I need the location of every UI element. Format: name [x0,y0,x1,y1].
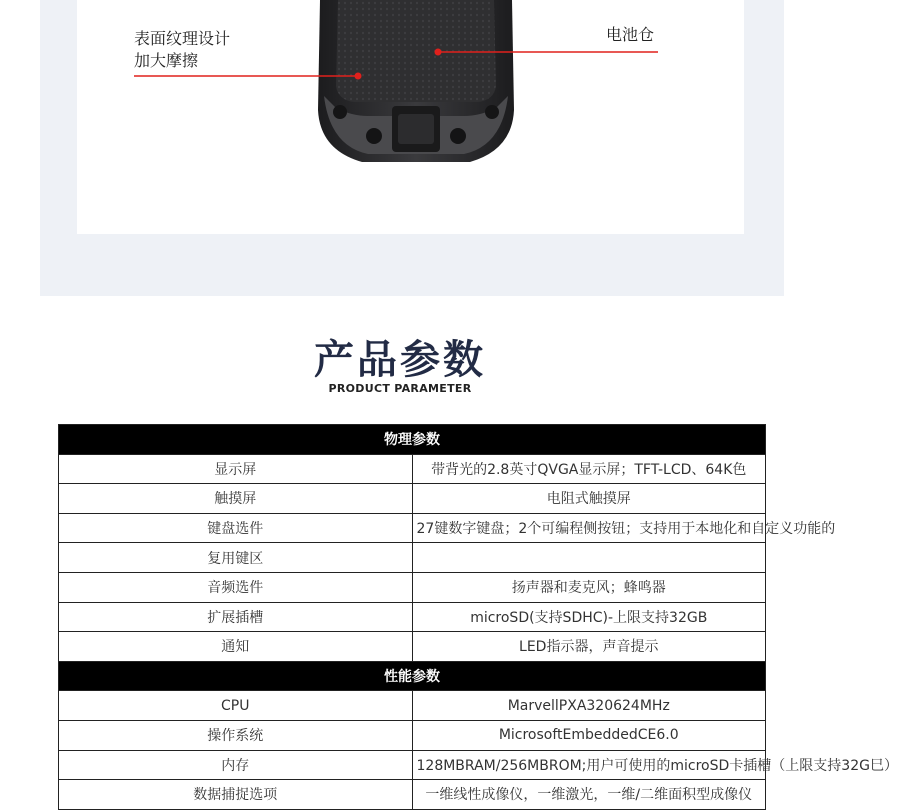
row-label: 键盘选件 [59,513,413,543]
table-row [59,513,766,543]
row-value: microSD(支持SDHC)-上限支持32GB [412,602,766,632]
row-label: 音频选件 [59,572,413,602]
row-value: 128MBRAM/256MBROM;用户可使用的microSD卡插槽（上限支持32G巳） [412,750,766,780]
table-row [59,780,766,810]
device-back-illustration [0,0,800,240]
row-value: 一维线性成像仪，一维激光，一维/二维面积型成像仪 [412,780,766,810]
device-shell [318,0,514,162]
page-subtitle: PRODUCT PARAMETER [328,382,472,395]
surface-texture-callout [134,28,294,72]
row-label: 数据捕捉选项 [59,780,413,810]
row-value: 27键数字键盘；2个可编程侧按钮；支持用于本地化和自定义功能的 [412,513,766,543]
spec-table [58,424,898,810]
section-title: 性能参数 [59,661,766,691]
row-value: 电阻式触摸屏 [412,484,766,514]
row-label: 通知 [59,632,413,662]
surface-callout-line1: 表面纹理设计 [134,29,231,48]
row-label: 内存 [59,750,413,780]
table-row [59,720,766,750]
table-row [59,454,766,484]
row-label: 扩展插槽 [59,602,413,632]
surface-callout-line2: 加大摩擦 [134,51,199,70]
row-value [412,543,766,573]
row-label: 操作系统 [59,720,413,750]
row-value: MarvellPXA320624MHz [412,691,766,721]
page-title: 产品参数 [314,337,486,383]
table-row [59,543,766,573]
table-row [59,750,766,780]
row-value: 带背光的2.8英寸QVGA显示屏；TFT-LCD、64K色 [412,454,766,484]
row-label: 显示屏 [59,454,413,484]
table-row [59,691,766,721]
row-label: 复用键区 [59,543,413,573]
table-row [59,572,766,602]
table-row [59,632,766,662]
section-title: 物理参数 [59,425,766,455]
section-header-performance [59,661,766,691]
table-row [59,602,766,632]
row-label: CPU [59,691,413,721]
row-value: 扬声器和麦克风；蜂鸣器 [412,572,766,602]
row-label: 触摸屏 [59,484,413,514]
section-header-physical [59,425,766,455]
row-value: MicrosoftEmbeddedCE6.0 [412,720,766,750]
row-value: LED指示器，声音提示 [412,632,766,662]
table-row [59,484,766,514]
battery-callout: 电池仓 [606,25,655,44]
